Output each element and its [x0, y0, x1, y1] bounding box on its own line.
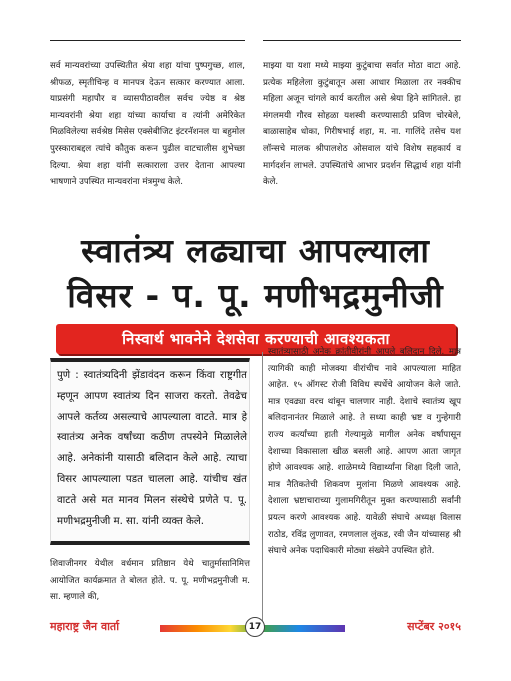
page-number: 17 — [245, 617, 265, 637]
headline-line-1: स्वातंत्र्य लढ्याचा आपल्याला — [81, 231, 430, 270]
column-divider — [262, 352, 263, 622]
top-rule-right — [263, 40, 461, 41]
intro-box — [50, 358, 250, 545]
top-left-paragraph: सर्व मान्यवरांच्या उपस्थितीत श्रेया शहा यांचा पुष्पगुच्छ, शाल, श्रीफळ, स्मृतीचिन्ह व मानपत्र देऊन सत्कार करण्यात आला. याप्रसंगी महापौर व व्यासपीठावरील सर्वच ज्येष्ठ व श्रेष्ठ मान्यवरांनी श्रेया शहा यांच्या कार्याचा व त्यांनी अमेरिकेत मिळविलेल्या सर्वश्रेष्ठ मिसेस एक्सेबीजिट इंटरनॅशनल या बहुमोल पुरस्काराबद्दल त्यांचे कौतुक करून पुढील वाटचालीस शुभेच्छा दिल्या. श्रेया शहा यांनी सत्काराला उत्तर देताना आपल्या भाषणाने उपस्थित मान्यवरांना मंत्रमुग्ध केले. — [50, 61, 245, 188]
left-bottom-paragraph: शिवाजीनगर येथील वर्धमान प्रतिष्ठान येथे चातुर्मासानिमित्त आयोजित कार्यक्रमात ते बोलत होते. प. पू. मणीभद्रमुनीजी म. सा. म्हणाले की, — [50, 559, 250, 603]
top-rule-left — [50, 40, 245, 41]
page-footer — [50, 620, 461, 636]
footer-publication-name: महाराष्ट्र जैन वार्ता — [50, 620, 120, 633]
footer-date: सप्टेंबर २०१५ — [407, 620, 461, 633]
headline-line-2: विसर - प. पू. मणीभद्रमुनीजी — [67, 276, 444, 315]
intro-text: पुणे : स्वातंत्र्यदिनी झेंडावंदन करून किंवा राष्ट्रगीत म्हणून आपण स्वातंत्र्य दिन साजरा करतो. तेवढेच आपले कर्तव्य असल्याचे आपल्याला वाटते. मात्र हे स्वातंत्र्य अनेक वर्षांच्या कठीण तपस्येने मिळालेले आहे. अनेकांनी यासाठी बलिदान केले आहे. त्याचा विसर आपल्याला पडत चालला आहे. यांचीच खंत वाटते असे मत मानव मिलन संस्थेचे प्रणेते प. पू. मणीभद्रमुनीजी म. सा. यांनी व्यक्त केले. — [57, 370, 247, 527]
top-right-paragraph: माझ्या या यशा मध्ये माझ्या कुटुंबाचा सर्वात मोठा वाटा आहे. प्रत्येक महिलेला कुटुंबातून असा आधार मिळाला तर नक्कीच महिला अजून चांगले कार्य करतील असे श्रेया हिने सांगितले. हा मंगलमयी गौरव सोहळा यशस्वी करण्यासाठी प्रविण चोरबेले, बाळासाहेब धोका, गिरीषभाई शहा, म. ना. गालिंदे तसेच यश लॉन्सचे मालक श्रीपालशेठ ओसवाल यांचे विशेष सहकार्य व मार्गदर्शन लाभले. उपस्थितांचे आभार प्रदर्शन सिद्धार्थ शहा यांनी केले. — [263, 61, 461, 188]
right-bottom-paragraph: स्वातंत्र्यासाठी अनेक क्रांतीवीरांनी आपले बलिदान दिले. मात्र त्यागिकी काही मोजक्या वीरांचीच नावे आपल्याला माहित आहेत. १५ ऑगस्ट रोजी विविध स्पर्धेचे आयोजन केले जाते. मात्र एवढ्या वरच थांबून चालणार नाही. देशाचे स्वातंत्र्य खूप बलिदानानंतर मिळाले आहे. ते सध्या काही भ्रष्ट व गुन्हेगारी राज्य कर्त्यांच्या हाती गेल्यामुळे मागील अनेक वर्षांपासून देशाच्या विकासाला खीळ बसली आहे. आपण आता जागृत होणे आवश्यक आहे. शाळेमध्ये विद्यार्थ्यांना शिक्षा दिली जाते, मात्र नैतिकतेची शिकवण मुलांना मिळणे आवश्यक आहे. देशाला भ्रष्टाचाराच्या गुलामगिरीतून मुक्त करण्यासाठी सर्वांनी प्रयत्न करणे आवश्यक आहे. यावेळी संघाचे अध्यक्ष विलास राठोड, रविंद्र लुणावत, रमणलाल लुंकड, रवी जैन यांच्यासह श्री संघाचे अनेक पदाधिकारी मोठ्या संख्येने उपस्थित होते. — [268, 347, 461, 557]
banner-text: निस्वार्थ भावनेने देशसेवा करण्याची आवश्यकता — [122, 330, 390, 348]
